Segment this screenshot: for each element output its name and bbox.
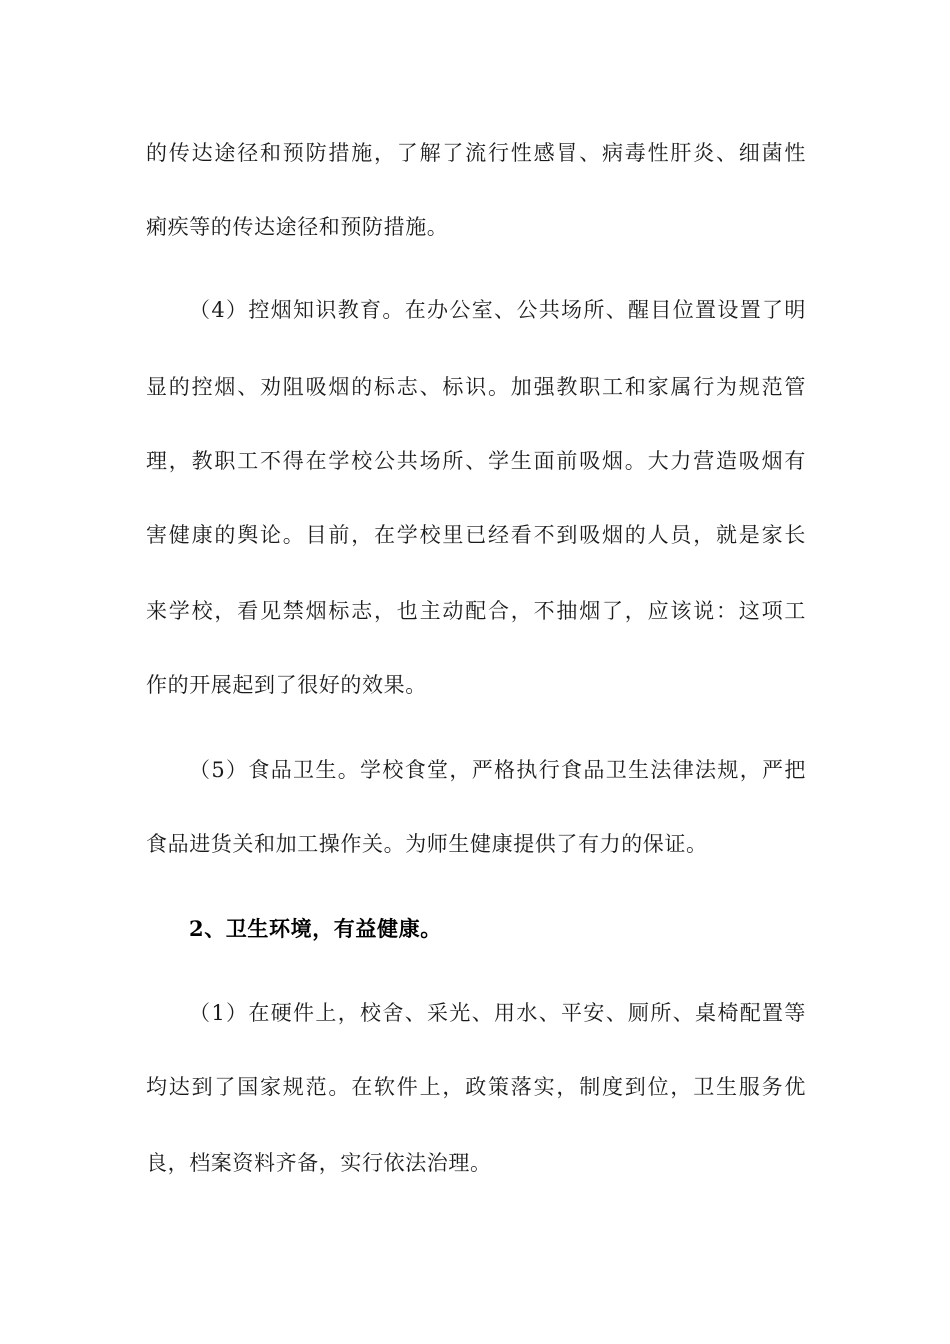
paragraph-line: （5）食品卫生。学校食堂，严格执行食品卫生法律法规，严把 xyxy=(189,758,806,782)
paragraph-line: 显的控烟、劝阻吸烟的标志、标识。加强教职工和家属行为规范管 xyxy=(146,375,806,399)
paragraph-line: （1）在硬件上，校舍、采光、用水、平安、厕所、桌椅配置等 xyxy=(189,1001,806,1025)
paragraph-line: 均达到了国家规范。在软件上，政策落实，制度到位，卫生服务优 xyxy=(146,1075,806,1099)
paragraph-line: 作的开展起到了很好的效果。 xyxy=(146,673,427,697)
paragraph-line: 良，档案资料齐备，实行依法治理。 xyxy=(146,1151,492,1175)
paragraph-line: 理，教职工不得在学校公共场所、学生面前吸烟。大力营造吸烟有 xyxy=(146,449,806,473)
paragraph-line: 害健康的舆论。目前，在学校里已经看不到吸烟的人员，就是家长 xyxy=(146,523,806,547)
paragraph-line: 痢疾等的传达途径和预防措施。 xyxy=(146,215,449,239)
paragraph-line: 的传达途径和预防措施，了解了流行性感冒、病毒性肝炎、细菌性 xyxy=(146,141,806,165)
paragraph-line: 来学校，看见禁烟标志，也主动配合，不抽烟了，应该说：这项工 xyxy=(146,599,806,623)
paragraph-line: 食品进货关和加工操作关。为师生健康提供了有力的保证。 xyxy=(146,832,708,856)
paragraph-line: （4）控烟知识教育。在办公室、公共场所、醒目位置设置了明 xyxy=(189,298,806,322)
section-heading: 2、卫生环境，有益健康。 xyxy=(189,916,442,941)
